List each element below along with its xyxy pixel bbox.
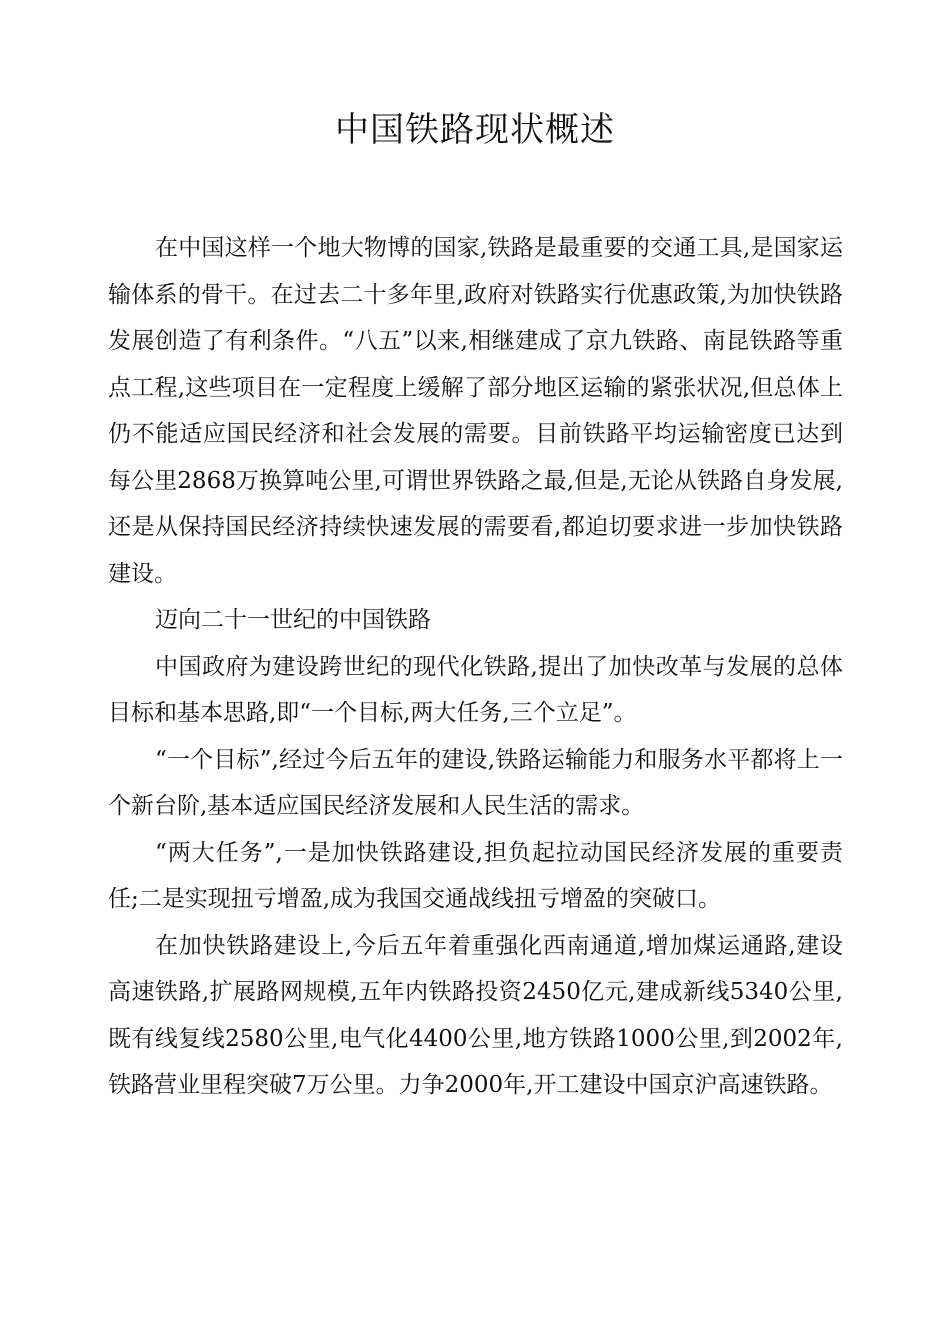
paragraph-two-tasks: “两大任务”,一是加快铁路建设,担负起拉动国民经济发展的重要责任;二是实现扭亏增盈,成为我国交通战线扭亏增盈的突破口。 — [108, 839, 843, 912]
paragraph-subheading: 迈向二十一世纪的中国铁路 — [155, 607, 431, 633]
document-body — [108, 225, 843, 1109]
paragraph-intro: 在中国这样一个地大物博的国家,铁路是最重要的交通工具,是国家运输体系的骨干。在过去二十多年里,政府对铁路实行优惠政策,为加快铁路发展创造了有利条件。“八五”以来,相继建成了京九铁路、南昆铁路等重点工程,这些项目在一定程度上缓解了部分地区运输的紧张状况,但总体上仍不能适应国民经济和社会发展的需要。目前铁路平均运输密度已达到每公里2868万换算吨公里,可谓世界铁路之最,但是,无论从铁路自身发展,还是从保持国民经济持续快速发展的需要看,都迫切要求进一步加快铁路建设。 — [108, 235, 843, 587]
paragraph-goals: 中国政府为建设跨世纪的现代化铁路,提出了加快改革与发展的总体目标和基本思路,即“一个目标,两大任务,三个立足”。 — [108, 653, 843, 726]
paragraph-one-goal: “一个目标”,经过今后五年的建设,铁路运输能力和服务水平都将上一个新台阶,基本适应国民经济发展和人民生活的需求。 — [108, 746, 843, 819]
paragraph-construction: 在加快铁路建设上,今后五年着重强化西南通道,增加煤运通路,建设高速铁路,扩展路网规模,五年内铁路投资2450亿元,建成新线5340公里,既有线复线2580公里,电气化4400公里,地方铁路1000公里,到2002年,铁路营业里程突破7万公里。力争2000年,开工建设中国京沪高速铁路。 — [108, 932, 843, 1098]
document-title: 中国铁路现状概述 — [335, 110, 615, 150]
